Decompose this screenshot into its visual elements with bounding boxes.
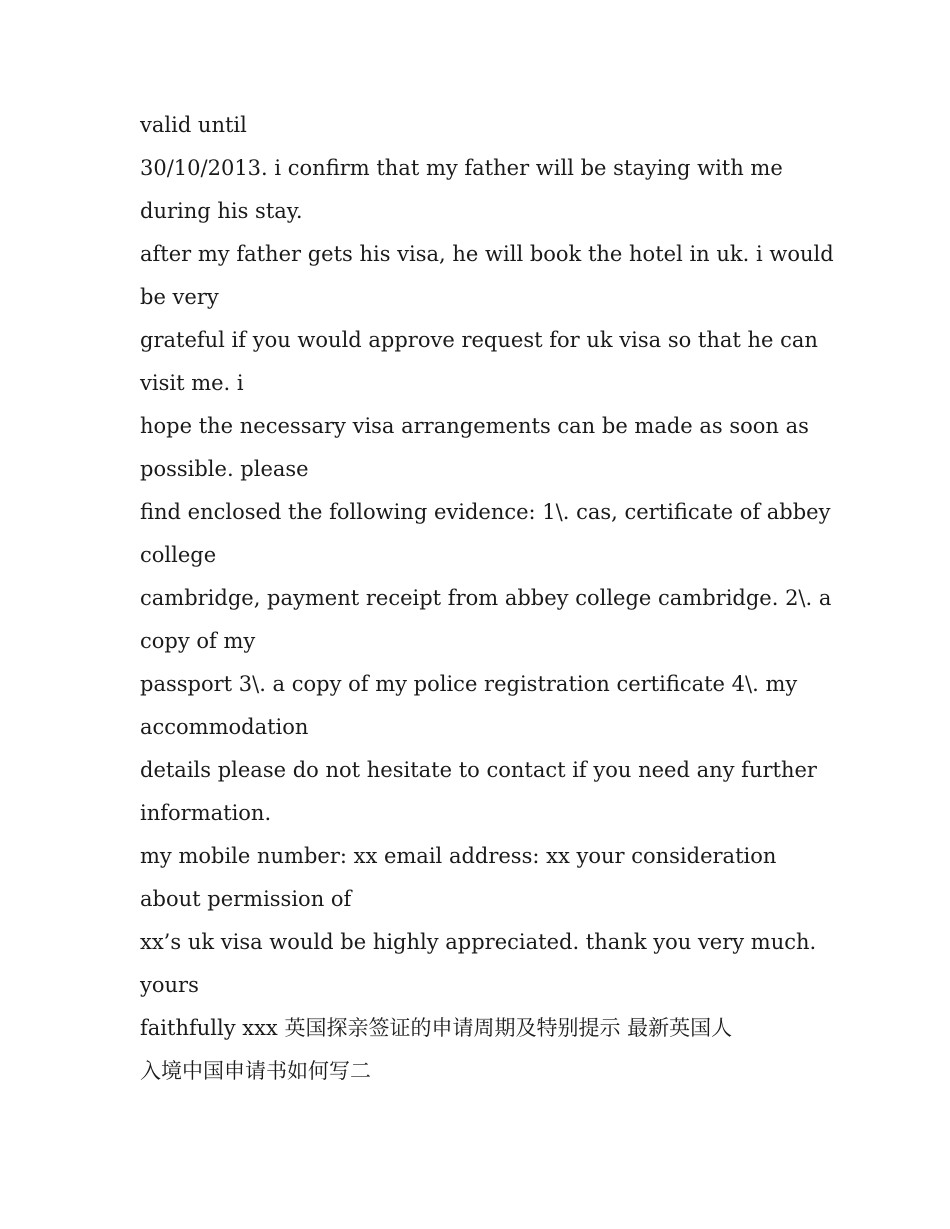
text-line: find enclosed the following evidence: 1\. cas, certificate of abbey	[140, 500, 831, 524]
text-line: 入境中国申请书如何写二	[140, 1059, 371, 1083]
text-line: information.	[140, 801, 272, 825]
text-line: my mobile number: xx email address: xx your consideration	[140, 844, 777, 868]
text-line: visit me. i	[140, 371, 244, 395]
text-line: valid until	[140, 113, 247, 137]
text-line: cambridge, payment receipt from abbey college cambridge. 2\. a	[140, 586, 832, 610]
text-line: college	[140, 543, 217, 567]
text-line: possible. please	[140, 457, 309, 481]
text-line: during his stay.	[140, 199, 303, 223]
text-line: hope the necessary visa arrangements can be made as soon as	[140, 414, 809, 438]
text-line: details please do not hesitate to contact if you need any further	[140, 758, 817, 782]
text-line: about permission of	[140, 887, 352, 911]
text-line: after my father gets his visa, he will book the hotel in uk. i would	[140, 242, 834, 266]
text-line: passport 3\. a copy of my police registration certificate 4\. my	[140, 672, 798, 696]
text-line: be very	[140, 285, 219, 309]
text-line: 30/10/2013. i confirm that my father will be staying with me	[140, 156, 783, 180]
text-line: faithfully xxx 英国探亲签证的申请周期及特别提示 最新英国人	[140, 1016, 733, 1040]
text-line: accommodation	[140, 715, 309, 739]
letter-body	[140, 104, 840, 1093]
text-line: xx’s uk visa would be highly appreciated. thank you very much.	[140, 930, 817, 954]
text-line: grateful if you would approve request for uk visa so that he can	[140, 328, 818, 352]
text-line: copy of my	[140, 629, 256, 653]
text-line: yours	[140, 973, 199, 997]
